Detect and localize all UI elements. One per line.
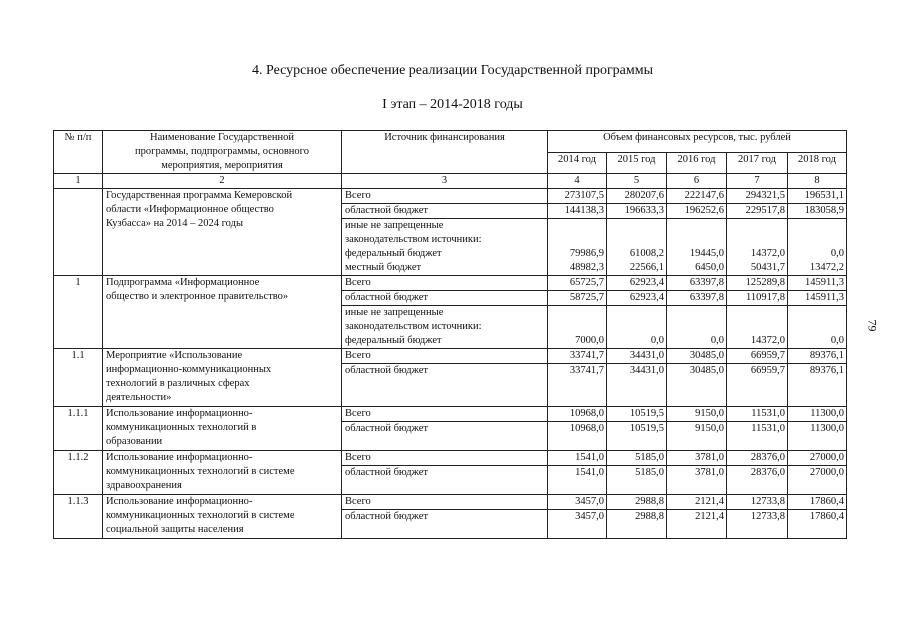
value-cell bbox=[667, 392, 726, 406]
column-number: 7 bbox=[727, 174, 788, 189]
source-line bbox=[342, 392, 547, 406]
value-cell: 22566,1 bbox=[629, 262, 664, 273]
value-cell: 294321,5 bbox=[727, 189, 787, 204]
source-line: Всего bbox=[342, 495, 547, 510]
value-cell bbox=[788, 378, 846, 392]
row-name-line: деятельности» bbox=[106, 392, 172, 403]
value-cell: 89376,1 bbox=[788, 349, 846, 364]
row-values bbox=[607, 349, 667, 407]
row-name-line: информационно-коммуникационных bbox=[106, 364, 272, 375]
row-name-line: общество и электронное правительство» bbox=[106, 291, 289, 302]
value-cell bbox=[727, 436, 787, 450]
value-cell bbox=[667, 524, 726, 538]
row-values bbox=[727, 495, 788, 539]
row-values bbox=[788, 451, 847, 495]
value-cell bbox=[607, 378, 666, 392]
value-cell: 61008,2 bbox=[629, 248, 664, 259]
value-cell: 2121,4 bbox=[667, 495, 726, 510]
source-line: областной бюджет bbox=[345, 467, 428, 478]
row-number: 1.1 bbox=[54, 349, 103, 407]
value-cell: 13472,2 bbox=[809, 262, 845, 273]
value-cell: 19445,0 bbox=[689, 248, 724, 259]
column-number: 4 bbox=[548, 174, 607, 189]
row-name-line: Подпрограмма «Информационное bbox=[106, 277, 260, 288]
row-sources bbox=[342, 451, 548, 495]
value-cell: 28376,0 bbox=[727, 451, 787, 466]
row-values bbox=[727, 189, 788, 276]
header-row-1 bbox=[54, 131, 847, 153]
source-line: иные не запрещенные bbox=[345, 307, 444, 318]
value-cell: 63397,8 bbox=[667, 276, 726, 291]
row-name-line: Использование информационно- bbox=[106, 408, 253, 419]
value-cell bbox=[548, 378, 606, 392]
row-number: 1.1.3 bbox=[54, 495, 103, 539]
value-cell bbox=[727, 480, 787, 494]
value-cell bbox=[607, 524, 666, 538]
row-values bbox=[727, 276, 788, 349]
header-num: № п/п bbox=[54, 131, 103, 174]
value-cell: 9150,0 bbox=[695, 423, 724, 434]
row-values bbox=[788, 276, 847, 349]
row-name-line: социальной защиты населения bbox=[106, 524, 244, 535]
value-cell bbox=[548, 524, 606, 538]
row-values bbox=[607, 276, 667, 349]
value-cell: 14372,0 bbox=[750, 335, 785, 346]
value-cell bbox=[607, 320, 666, 334]
value-cell bbox=[548, 480, 606, 494]
value-cell: 3457,0 bbox=[575, 511, 604, 522]
value-cell: 196633,3 bbox=[607, 204, 666, 219]
value-cell: 63397,8 bbox=[667, 291, 726, 306]
value-cell: 66959,7 bbox=[727, 349, 787, 364]
value-cell bbox=[788, 233, 846, 247]
value-cell bbox=[667, 233, 726, 247]
value-cell bbox=[788, 219, 846, 233]
row-number: 1 bbox=[54, 276, 103, 349]
row-values bbox=[667, 407, 727, 451]
row-values bbox=[788, 495, 847, 539]
row-number: 1.1.2 bbox=[54, 451, 103, 495]
value-cell bbox=[667, 378, 726, 392]
row-name-line: технологий в различных сферах bbox=[106, 378, 250, 389]
header-year: 2014 год bbox=[548, 152, 607, 174]
row-values bbox=[548, 349, 607, 407]
value-cell: 62923,4 bbox=[607, 291, 666, 306]
row-name-line: коммуникационных технологий в системе bbox=[106, 466, 295, 477]
page-number: 79 bbox=[865, 319, 880, 332]
value-cell: 196531,1 bbox=[788, 189, 846, 204]
header-name bbox=[103, 131, 342, 174]
table-row bbox=[54, 349, 847, 407]
row-sources bbox=[342, 349, 548, 407]
row-name bbox=[103, 276, 342, 349]
value-cell bbox=[727, 306, 787, 320]
value-cell: 5185,0 bbox=[607, 451, 666, 466]
value-cell: 1541,0 bbox=[575, 467, 604, 478]
row-name bbox=[103, 407, 342, 451]
header-name-line: программы, подпрограммы, основного bbox=[135, 146, 309, 157]
header-name-line: мероприятия, мероприятия bbox=[161, 160, 283, 171]
row-values bbox=[727, 407, 788, 451]
source-line bbox=[342, 480, 547, 494]
row-number bbox=[54, 189, 103, 276]
value-cell: 144138,3 bbox=[548, 204, 606, 219]
row-name-line: Использование информационно- bbox=[106, 452, 253, 463]
value-cell: 79986,9 bbox=[569, 248, 604, 259]
value-cell: 0,0 bbox=[650, 335, 664, 346]
value-cell: 145911,3 bbox=[788, 276, 846, 291]
value-cell: 34431,0 bbox=[629, 365, 664, 376]
header-volume: Объем финансовых ресурсов, тыс. рублей bbox=[548, 131, 847, 153]
column-number: 8 bbox=[788, 174, 847, 189]
value-cell: 12733,8 bbox=[727, 495, 787, 510]
row-name-line: области «Информационное общество bbox=[106, 204, 274, 215]
table-row bbox=[54, 451, 847, 495]
table-row bbox=[54, 189, 847, 276]
value-cell: 9150,0 bbox=[667, 407, 726, 422]
row-values bbox=[788, 189, 847, 276]
value-cell: 196252,6 bbox=[667, 204, 726, 219]
value-cell bbox=[727, 378, 787, 392]
value-cell: 30485,0 bbox=[689, 365, 724, 376]
table-row bbox=[54, 407, 847, 451]
row-values bbox=[607, 495, 667, 539]
source-line: областной бюджет bbox=[342, 291, 547, 306]
row-sources bbox=[342, 407, 548, 451]
value-cell: 27000,0 bbox=[809, 467, 845, 478]
row-name-line: образовании bbox=[106, 436, 163, 447]
header-name-line: Наименование Государственной bbox=[150, 132, 294, 143]
value-cell bbox=[548, 436, 606, 450]
value-cell: 65725,7 bbox=[548, 276, 606, 291]
row-values bbox=[548, 276, 607, 349]
row-name bbox=[103, 495, 342, 539]
value-cell bbox=[607, 436, 666, 450]
row-values bbox=[607, 189, 667, 276]
row-sources bbox=[342, 276, 548, 349]
column-number-row bbox=[54, 174, 847, 189]
value-cell bbox=[667, 219, 726, 233]
source-line: законодательством источники: bbox=[345, 321, 482, 332]
value-cell bbox=[548, 219, 606, 233]
value-cell: 14372,0 bbox=[750, 248, 785, 259]
value-cell: 280207,6 bbox=[607, 189, 666, 204]
header-year: 2016 год bbox=[667, 152, 727, 174]
source-line: иные не запрещенные bbox=[345, 220, 444, 231]
row-values bbox=[607, 407, 667, 451]
column-number: 1 bbox=[54, 174, 103, 189]
row-values bbox=[548, 451, 607, 495]
value-cell: 11300,0 bbox=[788, 407, 846, 422]
row-values bbox=[548, 407, 607, 451]
source-line: Всего bbox=[342, 407, 547, 422]
column-number: 6 bbox=[667, 174, 727, 189]
source-line: местный бюджет bbox=[345, 262, 422, 273]
row-values bbox=[667, 349, 727, 407]
value-cell: 10519,5 bbox=[629, 423, 664, 434]
column-number: 3 bbox=[342, 174, 548, 189]
value-cell: 11531,0 bbox=[751, 423, 785, 434]
value-cell: 58725,7 bbox=[548, 291, 606, 306]
value-cell: 0,0 bbox=[830, 248, 845, 259]
row-sources bbox=[342, 189, 548, 276]
row-name bbox=[103, 189, 342, 276]
value-cell: 222147,6 bbox=[667, 189, 726, 204]
value-cell bbox=[548, 233, 606, 247]
source-line: Всего bbox=[342, 189, 547, 204]
value-cell bbox=[607, 233, 666, 247]
value-cell bbox=[667, 436, 726, 450]
row-values bbox=[667, 495, 727, 539]
source-line: Всего bbox=[342, 451, 547, 466]
value-cell bbox=[727, 320, 787, 334]
table-row bbox=[54, 495, 847, 539]
value-cell: 33741,7 bbox=[548, 349, 606, 364]
row-name-line: Мероприятие «Использование bbox=[106, 350, 243, 361]
row-values bbox=[727, 451, 788, 495]
value-cell bbox=[727, 219, 787, 233]
row-name-line: коммуникационных технологий в системе bbox=[106, 510, 295, 521]
row-name-line: Кузбасса» на 2014 – 2024 годы bbox=[106, 218, 244, 229]
row-name-line: коммуникационных технологий в bbox=[106, 422, 257, 433]
value-cell bbox=[607, 392, 666, 406]
header-source: Источник финансирования bbox=[342, 131, 548, 174]
value-cell: 11531,0 bbox=[727, 407, 787, 422]
value-cell: 3781,0 bbox=[667, 451, 726, 466]
row-name bbox=[103, 349, 342, 407]
row-name-line: Использование информационно- bbox=[106, 496, 253, 507]
value-cell bbox=[788, 392, 846, 406]
source-line: федеральный бюджет bbox=[345, 248, 442, 259]
value-cell bbox=[667, 320, 726, 334]
source-line: областной бюджет bbox=[342, 204, 547, 219]
value-cell: 125289,8 bbox=[727, 276, 787, 291]
value-cell: 17860,4 bbox=[788, 495, 846, 510]
value-cell: 27000,0 bbox=[788, 451, 846, 466]
value-cell: 229517,8 bbox=[727, 204, 787, 219]
value-cell bbox=[788, 480, 846, 494]
value-cell bbox=[607, 219, 666, 233]
header-year: 2018 год bbox=[788, 152, 847, 174]
row-name bbox=[103, 451, 342, 495]
value-cell bbox=[667, 306, 726, 320]
row-values bbox=[788, 407, 847, 451]
value-cell: 110917,8 bbox=[727, 291, 787, 306]
value-cell: 7000,0 bbox=[575, 335, 604, 346]
source-line: федеральный бюджет bbox=[345, 335, 442, 346]
value-cell bbox=[607, 306, 666, 320]
value-cell bbox=[667, 480, 726, 494]
document-subtitle: I этап – 2014-2018 годы bbox=[382, 97, 523, 112]
row-name-line: Государственная программа Кемеровской bbox=[106, 190, 293, 201]
value-cell bbox=[548, 306, 606, 320]
value-cell: 12733,8 bbox=[750, 511, 785, 522]
value-cell: 1541,0 bbox=[548, 451, 606, 466]
value-cell: 0,0 bbox=[830, 335, 845, 346]
value-cell: 30485,0 bbox=[667, 349, 726, 364]
value-cell bbox=[788, 524, 846, 538]
value-cell bbox=[548, 320, 606, 334]
value-cell: 3781,0 bbox=[695, 467, 724, 478]
row-values bbox=[548, 495, 607, 539]
value-cell: 11300,0 bbox=[810, 423, 845, 434]
row-values bbox=[667, 451, 727, 495]
value-cell: 10519,5 bbox=[607, 407, 666, 422]
source-line: областной бюджет bbox=[345, 365, 428, 376]
column-number: 2 bbox=[103, 174, 342, 189]
value-cell bbox=[788, 436, 846, 450]
source-line bbox=[342, 378, 547, 392]
row-values bbox=[548, 189, 607, 276]
value-cell: 17860,4 bbox=[809, 511, 845, 522]
value-cell: 145911,3 bbox=[788, 291, 846, 306]
source-line bbox=[342, 436, 547, 450]
value-cell: 2988,8 bbox=[607, 495, 666, 510]
value-cell: 62923,4 bbox=[607, 276, 666, 291]
row-values bbox=[667, 189, 727, 276]
value-cell: 10968,0 bbox=[569, 423, 604, 434]
value-cell: 48982,3 bbox=[569, 262, 604, 273]
value-cell bbox=[727, 524, 787, 538]
value-cell bbox=[548, 392, 606, 406]
value-cell: 34431,0 bbox=[607, 349, 666, 364]
value-cell: 50431,7 bbox=[750, 262, 785, 273]
value-cell: 66959,7 bbox=[750, 365, 785, 376]
value-cell bbox=[788, 320, 846, 334]
source-line: областной бюджет bbox=[345, 511, 428, 522]
value-cell: 0,0 bbox=[710, 335, 724, 346]
value-cell: 10968,0 bbox=[548, 407, 606, 422]
resource-table bbox=[53, 130, 847, 539]
row-values bbox=[667, 276, 727, 349]
row-values bbox=[727, 349, 788, 407]
value-cell bbox=[727, 392, 787, 406]
value-cell: 6450,0 bbox=[695, 262, 724, 273]
value-cell: 28376,0 bbox=[750, 467, 785, 478]
source-line: законодательством источники: bbox=[345, 234, 482, 245]
row-name-line: здравоохранения bbox=[106, 480, 182, 491]
source-line: областной бюджет bbox=[345, 423, 428, 434]
source-line: Всего bbox=[342, 276, 547, 291]
value-cell: 273107,5 bbox=[548, 189, 606, 204]
value-cell: 2121,4 bbox=[695, 511, 724, 522]
value-cell: 183058,9 bbox=[788, 204, 846, 219]
value-cell: 89376,1 bbox=[809, 365, 845, 376]
source-line: Всего bbox=[342, 349, 547, 364]
row-sources bbox=[342, 495, 548, 539]
header-year: 2017 год bbox=[727, 152, 788, 174]
value-cell: 33741,7 bbox=[569, 365, 604, 376]
value-cell bbox=[727, 233, 787, 247]
value-cell: 5185,0 bbox=[635, 467, 664, 478]
row-values bbox=[607, 451, 667, 495]
column-number: 5 bbox=[607, 174, 667, 189]
document-title: 4. Ресурсное обеспечение реализации Государственной программы bbox=[251, 63, 654, 78]
value-cell: 3457,0 bbox=[548, 495, 606, 510]
source-line bbox=[342, 524, 547, 538]
header-year: 2015 год bbox=[607, 152, 667, 174]
value-cell bbox=[607, 480, 666, 494]
value-cell: 2988,8 bbox=[635, 511, 664, 522]
table-row bbox=[54, 276, 847, 349]
row-number: 1.1.1 bbox=[54, 407, 103, 451]
row-values bbox=[788, 349, 847, 407]
value-cell bbox=[788, 306, 846, 320]
